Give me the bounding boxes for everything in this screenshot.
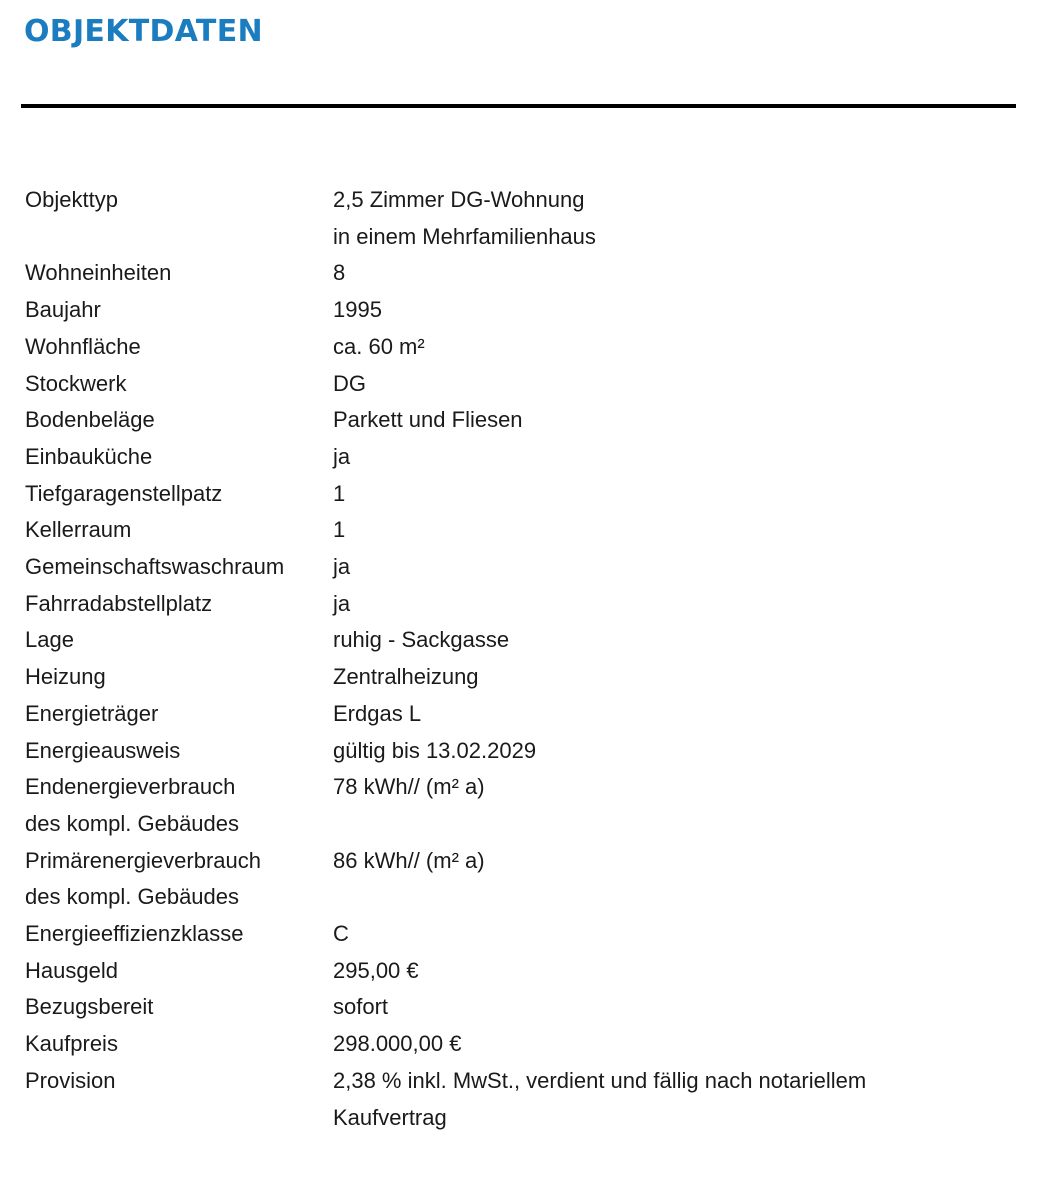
row-value — [333, 586, 1005, 623]
row-value — [333, 769, 1005, 842]
row-label — [25, 733, 333, 770]
page-title: OBJEKTDATEN — [24, 14, 263, 49]
row-value — [333, 1063, 1005, 1136]
row-value-line: 8 — [333, 260, 346, 286]
row-value — [333, 439, 1005, 476]
data-row — [25, 696, 1005, 733]
row-label — [25, 329, 333, 366]
row-value — [333, 512, 1005, 549]
row-value — [333, 659, 1005, 696]
row-label-line: Einbauküche — [25, 443, 153, 469]
row-label-line: Bodenbeläge — [25, 407, 155, 433]
row-value-line: ja — [333, 443, 351, 469]
row-label — [25, 512, 333, 549]
row-value — [333, 989, 1005, 1026]
row-label-line: Energieträger — [25, 700, 159, 726]
property-data-table — [25, 182, 1005, 1136]
data-row — [25, 512, 1005, 549]
row-value — [333, 476, 1005, 513]
row-value-line: ruhig - Sackgasse — [333, 627, 510, 653]
row-label-line: Baujahr — [25, 297, 101, 323]
row-label-line: des kompl. Gebäudes — [25, 810, 240, 836]
row-value-line: 1995 — [333, 297, 382, 323]
data-row — [25, 549, 1005, 586]
row-label — [25, 402, 333, 439]
row-label-line: Primärenergieverbrauch — [25, 847, 261, 873]
row-value-line: in einem Mehrfamilienhaus — [333, 223, 596, 249]
row-label — [25, 659, 333, 696]
row-label-line: des kompl. Gebäudes — [25, 884, 240, 910]
row-value-line: 86 kWh// (m² a) — [333, 847, 485, 873]
row-label — [25, 769, 333, 842]
row-label-line: Lage — [25, 627, 74, 653]
row-value-line: 78 kWh// (m² a) — [333, 774, 485, 800]
row-value — [333, 182, 1005, 255]
row-label — [25, 549, 333, 586]
row-label-line: Hausgeld — [25, 957, 118, 983]
row-label — [25, 292, 333, 329]
row-label-line: Fahrradabstellplatz — [25, 590, 213, 616]
row-value — [333, 916, 1005, 953]
row-value-line: 295,00 € — [333, 957, 419, 983]
data-row — [25, 769, 1005, 842]
row-label — [25, 916, 333, 953]
row-value — [333, 953, 1005, 990]
data-row — [25, 329, 1005, 366]
row-value-line: 2,38 % inkl. MwSt., verdient und fällig nach notariellem — [333, 1067, 867, 1093]
row-label — [25, 953, 333, 990]
data-row — [25, 953, 1005, 990]
row-label — [25, 1026, 333, 1063]
row-label-line: Energieeffizienzklasse — [25, 921, 244, 947]
row-label-line: Bezugsbereit — [25, 994, 154, 1020]
data-row — [25, 843, 1005, 916]
row-label-line: Kaufpreis — [25, 1031, 118, 1057]
data-row — [25, 1026, 1005, 1063]
data-row — [25, 1063, 1005, 1136]
row-label-line: Kellerraum — [25, 517, 132, 543]
row-label — [25, 255, 333, 292]
row-value-line: 298.000,00 € — [333, 1031, 462, 1057]
row-label — [25, 476, 333, 513]
row-label — [25, 366, 333, 403]
data-row — [25, 439, 1005, 476]
row-label-line: Gemeinschaftswaschraum — [25, 554, 285, 580]
title-divider — [21, 104, 1016, 108]
row-label — [25, 989, 333, 1026]
row-label-line: Tiefgaragenstellpatz — [25, 480, 223, 506]
row-value-line: 1 — [333, 480, 346, 506]
row-label — [25, 622, 333, 659]
row-value — [333, 549, 1005, 586]
row-value — [333, 733, 1005, 770]
row-value — [333, 622, 1005, 659]
row-label — [25, 439, 333, 476]
data-row — [25, 292, 1005, 329]
row-label — [25, 696, 333, 733]
row-label-line: Endenergieverbrauch — [25, 774, 236, 800]
row-label — [25, 1063, 333, 1136]
row-value-line: Zentralheizung — [333, 664, 479, 690]
row-value — [333, 1026, 1005, 1063]
row-value-line: Kaufvertrag — [333, 1104, 447, 1130]
row-value-line: ja — [333, 590, 351, 616]
row-value-line: Parkett und Fliesen — [333, 407, 523, 433]
data-row — [25, 622, 1005, 659]
row-value — [333, 843, 1005, 916]
row-value-line: C — [333, 921, 349, 947]
row-label — [25, 586, 333, 623]
row-label-line: Stockwerk — [25, 370, 127, 396]
data-row — [25, 182, 1005, 255]
row-label-line: Energieausweis — [25, 737, 181, 763]
data-row — [25, 989, 1005, 1026]
row-label — [25, 182, 333, 255]
row-value-line: ca. 60 m² — [333, 333, 425, 359]
data-row — [25, 476, 1005, 513]
data-row — [25, 916, 1005, 953]
data-row — [25, 586, 1005, 623]
data-row — [25, 733, 1005, 770]
row-value-line: 1 — [333, 517, 346, 543]
row-label-line: Wohnfläche — [25, 333, 141, 359]
row-value — [333, 696, 1005, 733]
row-value-line: Erdgas L — [333, 700, 422, 726]
row-label-line: Heizung — [25, 664, 106, 690]
row-label-line: Provision — [25, 1067, 116, 1093]
data-row — [25, 366, 1005, 403]
row-value — [333, 292, 1005, 329]
row-value-line: sofort — [333, 994, 389, 1020]
row-label — [25, 843, 333, 916]
data-row — [25, 659, 1005, 696]
row-value — [333, 255, 1005, 292]
row-label-line: Objekttyp — [25, 187, 118, 212]
data-row — [25, 255, 1005, 292]
row-value-line: DG — [333, 370, 366, 396]
row-value — [333, 366, 1005, 403]
row-label-line: Wohneinheiten — [25, 260, 172, 286]
row-value-line: 2,5 Zimmer DG-Wohnung — [333, 187, 585, 212]
row-value-line: gültig bis 13.02.2029 — [333, 737, 537, 763]
data-row — [25, 402, 1005, 439]
row-value-line: ja — [333, 554, 351, 580]
row-value — [333, 329, 1005, 366]
row-value — [333, 402, 1005, 439]
